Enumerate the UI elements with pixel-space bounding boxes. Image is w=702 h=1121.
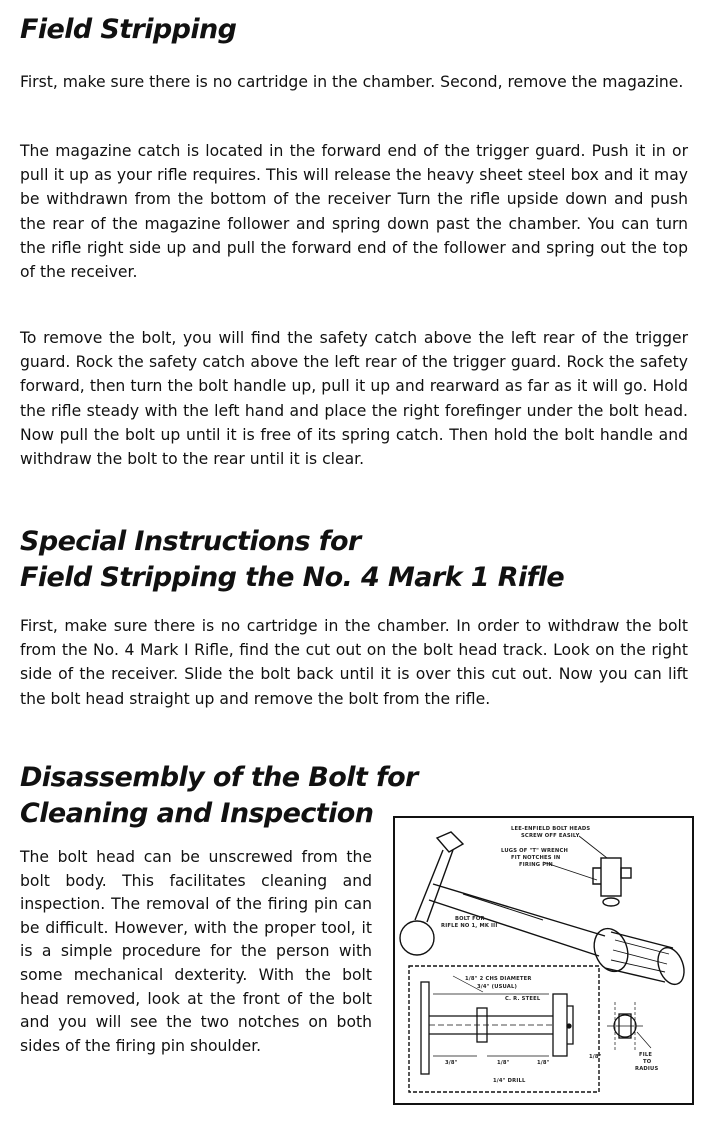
label-dim-top-3: C. R. STEEL (505, 996, 541, 1002)
paragraph-remove-magazine: First, make sure there is no cartridge in the chamber. Second, remove the magazine. (20, 73, 684, 91)
bolt-handle-ball (400, 921, 434, 955)
heading-special-instructions-line1: Special Instructions for (20, 526, 361, 557)
label-wrench-3: FIRING PIN (519, 862, 553, 868)
label-dim-top-2: 3/4" (USUAL) (477, 984, 518, 990)
paragraph-no4-mark1: First, make sure there is no cartridge in the chamber. In order to withdraw the bolt from the No. 4 Mark I Rifle, find the cut out on the bolt head track. Look on the right side of the receiver. Slide the bolt back until it is over this cut out. Now you can lift the bolt head straight up and remove the bolt from the rifle. (20, 617, 688, 708)
paragraph-bolt-head: The bolt head can be unscrewed from the bolt body. This facilitates cleaning and inspection. The removal of the firing pin can be difficult. However, with the proper tool, it is a simple procedure for the person with some mechanical dexterity. With the bolt head removed, look at the front of the bolt and you will see the two notches on both sides of the firing pin shoulder. (20, 848, 372, 1055)
heading-special-instructions-line2: Field Stripping the No. 4 Mark 1 Rifle (20, 562, 565, 593)
heading-disassembly-line1: Disassembly of the Bolt for (20, 762, 418, 793)
paragraph-magazine-catch: The magazine catch is located in the forward end of the trigger guard. Push it in or pull it up as your rifle requires. This will release the heavy sheet steel box and it may be withdrawn from the bottom of the receiver Turn the rifle upside down and push the rear of the magazine follower and spring down past the chamber. You can turn the rifle right side up and pull the forward end of the follower and spring out the top of the receiver. (20, 142, 688, 282)
label-dim-top-1: 1/8" 2 CHS DIAMETER (465, 976, 532, 982)
label-wrench-2: FIT NOTCHES IN (511, 855, 561, 861)
label-dim-left: 3/8" (445, 1060, 458, 1066)
label-dim-right: 1/8" (537, 1060, 550, 1066)
label-drill: 1/4" DRILL (493, 1078, 526, 1084)
end-view-center (567, 1024, 571, 1028)
label-dim-far: 1/8" (589, 1054, 602, 1060)
label-bolt-heads-2: SCREW OFF EASILY (521, 833, 580, 839)
label-file-3: RADIUS (635, 1066, 659, 1072)
heading-field-stripping: Field Stripping (20, 14, 237, 45)
bolt-tool-diagram-svg (393, 816, 694, 1105)
bolt-tool-diagram (393, 816, 694, 1105)
paragraph-remove-bolt: To remove the bolt, you will find the safety catch above the left rear of the trigger guard. Rock the safety catch above the left rear of the trigger guard. Rock the safety forward, then turn the bolt handle up, pull it up and rearward as far as it will go. Hold the rifle steady with the left hand and place the right forefinger under the bolt head. Now pull the bolt up until it is free of its spring catch. Then hold the bolt handle and withdraw the bolt to the rear until it is clear. (20, 329, 688, 469)
label-bolt-for-2: RIFLE NO 1, MK III (441, 923, 498, 929)
label-bolt-for-1: BOLT FOR (455, 916, 485, 922)
label-file-1: FILE (639, 1052, 653, 1058)
label-bolt-heads-1: LEE-ENFIELD BOLT HEADS (511, 826, 591, 832)
heading-disassembly-line2: Cleaning and Inspection (20, 798, 374, 829)
label-wrench-1: LUGS OF "T" WRENCH (501, 848, 568, 854)
label-dim-mid: 1/8" (497, 1060, 510, 1066)
label-file-2: TO (643, 1059, 652, 1065)
